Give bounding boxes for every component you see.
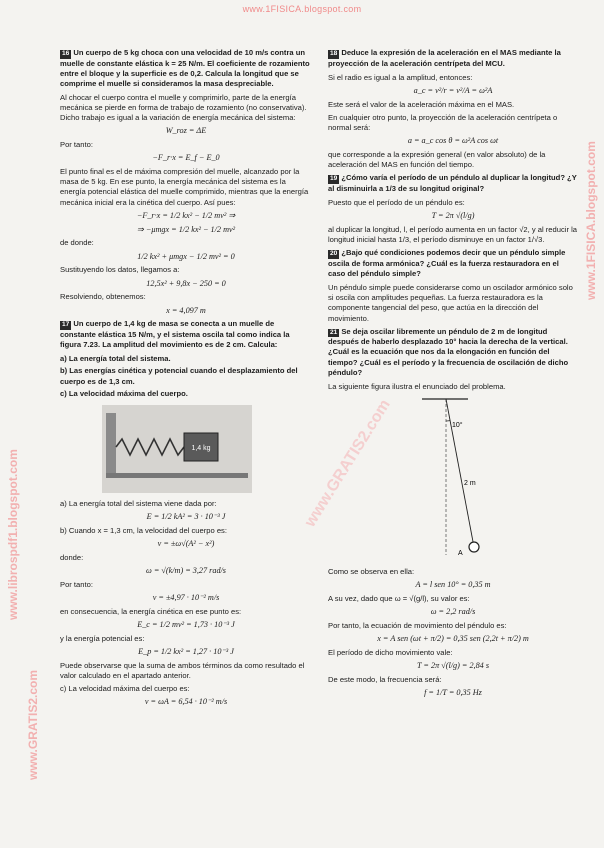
sub-question-a: a) La energía total del sistema.	[60, 354, 171, 364]
answer-text: Por tanto:	[60, 579, 93, 589]
mass-label: 1,4 kg	[191, 444, 211, 452]
problem-21-question: 21 Se deja oscilar libremente un péndulo de 2 m de longitud después de haberlo desplazado 10° hacia la derecha de la vertical. ¿Cuál es la ecuación que nos da la elongación en función del tiempo? ¿Cuál es el período y la frecuencia de oscilación de dicho péndulo?	[328, 326, 569, 377]
equation: x = 4,097 m	[166, 305, 206, 315]
answer-text: La siguiente figura ilustra el enunciado del problema.	[328, 381, 506, 391]
problem-number: 16	[62, 50, 70, 57]
pendulum-bob	[469, 542, 479, 552]
problem-18-question: 18 Deduce la expresión de la aceleración en el MAS mediante la proyección de la aceleración centrípeta del MCU.	[328, 48, 561, 68]
equation: ω = √(k/m) = 3,27 rad/s	[146, 565, 226, 575]
spring-mass-illustration	[102, 405, 252, 493]
sub-question-c: c) La velocidad máxima del cuerpo.	[60, 388, 188, 398]
equation: v = ωA = 6,54 · 10⁻² m/s	[144, 697, 228, 707]
floor	[106, 473, 248, 478]
answer-text: El punto final es el de máxima compresión del muelle, alcanzado por la masa de 5 kg. En ese punto, la energía mecánica del sistema es la energía potencial elástica del muelle comprimido, mientras que la energía mecánica inicial era la cinética del cuerpo. Así pues:	[60, 167, 309, 207]
answer-text: El período de dicho movimiento vale:	[328, 647, 453, 657]
watermark-left-inner: www.GRATIS2.com	[26, 669, 40, 780]
answer-text: Al chocar el cuerpo contra el muelle y comprimirlo, parte de la energía mecánica se pierde en forma de trabajo de rozamiento (no conservativa). Dicho trabajo es igual a la variación de energía mecánica del sistema:	[60, 93, 307, 123]
answer-text: en consecuencia, la energía cinética en ese punto es:	[60, 606, 242, 616]
right-column	[328, 48, 578, 702]
pendulum-illustration	[408, 395, 528, 563]
answer-text: Sustituyendo los datos, llegamos a:	[60, 265, 180, 275]
problem-16-question: 16 Un cuerpo de 5 kg choca con una velocidad de 10 m/s contra un muelle de constante elástica k = 25 N/m. El coeficiente de rozamiento entre el bloque y la superficie es de 0,2. Calcula la longitud que se comprime el muelle si consideramos la masa despreciable.	[60, 48, 310, 88]
problem-number: 19	[330, 175, 338, 183]
answer-text: Resolviendo, obtenemos:	[60, 292, 146, 302]
sub-question-b: b) Las energías cinética y potencial cuando el desplazamiento del cuerpo es de 1,3 cm.	[60, 366, 298, 386]
equation: v = ±ω√(A² − x²)	[157, 538, 215, 548]
equation: f = 1/T = 0,35 Hz	[424, 687, 482, 697]
answer-text: En cualquier otro punto, la proyección de la aceleración centrípeta o normal será:	[328, 112, 558, 133]
answer-text: de donde:	[60, 238, 94, 248]
equation: −F_r·x = E_f − E_0	[152, 153, 220, 163]
problem-number: 18	[330, 50, 338, 57]
watermark-left-outer: www.librospdf1.blogspot.com	[6, 449, 20, 620]
equation: E = 1/2 kA² = 3 · 10⁻³ J	[146, 511, 226, 521]
answer-c: c) La velocidad máxima del cuerpo es:	[60, 683, 190, 693]
answer-a: a) La energía total del sistema viene dada por:	[60, 498, 217, 508]
equation: E_c = 1/2 mv² = 1,73 · 10⁻³ J	[137, 619, 235, 629]
watermark-diagonal: www.GRATIS2.com	[301, 396, 394, 531]
answer-text: donde:	[60, 552, 84, 562]
answer-text: y la energía potencial es:	[60, 633, 145, 643]
problem-number: 20	[330, 250, 338, 258]
equation: 12,5x² + 9,8x − 250 = 0	[146, 278, 226, 288]
equation: ω = 2,2 rad/s	[430, 606, 476, 616]
answer-text: Un péndulo simple puede considerarse como un oscilador armónico solo si oscila con amplitudes pequeñas. La fuerza restauradora es la componente tangencial del peso, que actúa en la dirección del movimiento.	[328, 283, 573, 323]
answer-text: Si el radio es igual a la amplitud, entonces:	[328, 72, 473, 82]
answer-text: Puede observarse que la suma de ambos términos da como resultado el valor calculado en el apartado anterior.	[60, 660, 305, 680]
answer-text: A su vez, dado que ω = √(g/l), su valor es:	[328, 593, 470, 603]
answer-text: Por tanto:	[60, 140, 93, 150]
wall	[106, 413, 116, 473]
pendulum-figure	[408, 395, 528, 563]
watermark-top: www.1FISICA.blogspot.com	[242, 4, 362, 14]
problem-20-question: 20 ¿Bajo qué condiciones podemos decir que un péndulo simple oscila de forma armónica? ¿Cuál es la fuerza restauradora en el caso del péndulo simple?	[328, 248, 566, 279]
equation: v = ±4,97 · 10⁻² m/s	[152, 592, 220, 602]
answer-text: Como se observa en ella:	[328, 566, 415, 576]
answer-text: Por tanto, la ecuación de movimiento del péndulo es:	[328, 620, 507, 630]
length-label: 2 m	[464, 479, 476, 487]
equation: a = a_c cos θ = ω²A cos ωt	[407, 136, 499, 146]
problem-number: 17	[62, 321, 70, 329]
equation: E_p = 1/2 kx² = 1,27 · 10⁻³ J	[138, 646, 234, 656]
equation: −F_r·x = 1/2 kx² − 1/2 mv² ⇒	[136, 210, 236, 220]
equation: a_c = v²/r = v²/A = ω²A	[413, 85, 493, 95]
equation: ⇒ −μmgx = 1/2 kx² − 1/2 mv²	[136, 224, 236, 234]
problem-number: 21	[330, 328, 338, 336]
equation: A = l sen 10° = 0,35 m	[415, 579, 491, 589]
spring-mass-figure	[102, 405, 252, 493]
equation: T = 2π √(l/g)	[431, 211, 475, 221]
equation: 1/2 kx² + μmgx − 1/2 mv² = 0	[137, 251, 235, 261]
equation: x = A sen (ωt + π/2) = 0,35 sen (2,2t + π/2) m	[377, 633, 529, 643]
answer-b: b) Cuando x = 1,3 cm, la velocidad del cuerpo es:	[60, 525, 227, 535]
equation: W_roz = ΔE	[165, 126, 207, 136]
answer-text: al duplicar la longitud, l, el período aumenta en un factor √2, y al reducir la longitud inicial hasta 1/3, el período disminuye en un factor 1/√3.	[328, 225, 577, 245]
answer-text: De este modo, la frecuencia será:	[328, 674, 442, 684]
problem-19-question: 19 ¿Cómo varía el período de un péndulo al duplicar la longitud? ¿Y al disminuirla a 1/3 de su longitud original?	[328, 173, 577, 193]
watermark-right: www.1FISICA.blogspot.com	[584, 141, 598, 300]
problem-17-question: 17 Un cuerpo de 1,4 kg de masa se conecta a un muelle de constante elástica 15 N/m, y el sistema oscila tal como indica la figura 7.23. La amplitud del movimiento es de 2 cm. Calcula:	[60, 319, 290, 350]
equation: T = 2π √(l/g) = 2,84 s	[416, 660, 490, 670]
answer-text: Este será el valor de la aceleración máxima en el MAS.	[328, 99, 515, 109]
answer-text: que corresponde a la expresión general (en valor absoluto) de la aceleración del MAS en función del tiempo.	[328, 150, 546, 170]
amplitude-label: A	[458, 549, 463, 557]
left-column	[60, 48, 312, 711]
answer-text: Puesto que el período de un péndulo es:	[328, 198, 465, 208]
angle-label: 10°	[452, 421, 463, 429]
